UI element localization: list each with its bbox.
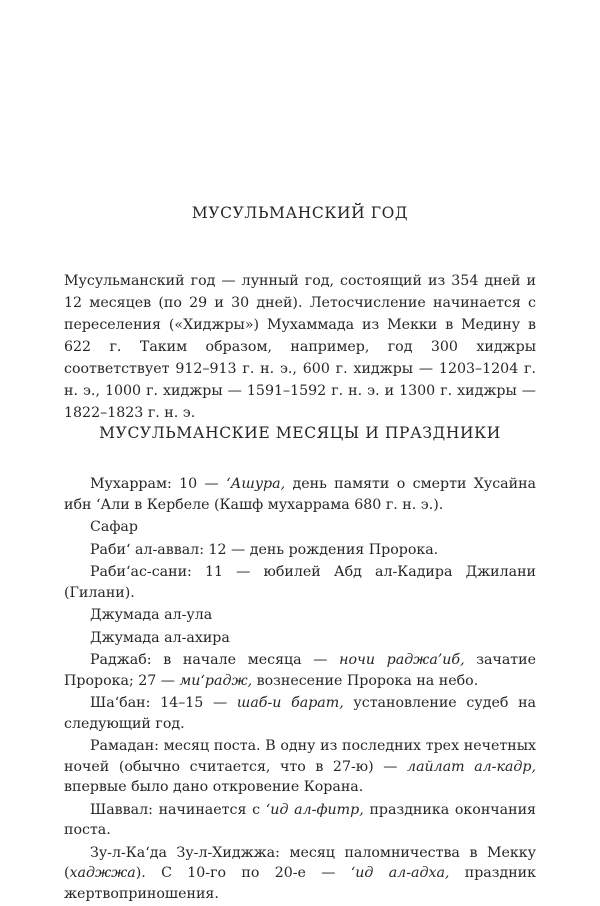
intro-paragraph: Мусульманский год — лунный год, состоящий из 354 дней и 12 месяцев (по 29 и 30 дней). Летосчисление начинается с переселения («Хиджры») Мухаммада из Мекки в Медину в 622 г. Таким образом, например, год 300 хиджры соответствует 912–913 г. н. э., 600 г. хиджры — 1203–1204 г. н. э., 1000 г. хиджры — 1591–1592 г. н. э. и 1300 г. хиджры — 1822–1823 г. н. э. [64,273,536,422]
month-text: день памяти о смерти Хусайна ибн ‘Али в Кербеле (Кашф мухаррама 680 г. н. э.). [64,476,536,513]
month-entry [64,562,536,603]
month-text: Раби‘ас-сани: 11 — юбилей Абд ал-Кадира Джилани (Гилани). [64,564,536,601]
month-term: шаб-и барат, [236,695,344,711]
month-term: ми‘радж, [179,672,253,689]
month-text: Джумада ал-ула [90,607,213,623]
month-entry [64,628,536,649]
month-text: Сафар [90,519,138,535]
month-entry [64,843,536,905]
month-term: ‘ид ал-адха, [350,865,450,881]
months-list [64,474,536,906]
month-text: Рамадан: месяц поста. В одну из последних трех нечетных ночей (обычно считается, что в 27-ю) — [64,738,536,775]
month-entry [64,736,536,798]
month-text: Ша‘бан: 14–15 — [90,695,237,711]
section-heading-muslim-year: МУСУЛЬМАНСКИЙ ГОД [191,204,409,222]
month-entry [64,650,536,691]
month-term: ‘Ашура, [226,476,286,492]
month-term: ‘ид ал-фитр, [265,801,364,818]
month-term: ночи раджа’иб, [339,652,465,668]
month-text: Шаввал: начинается с [90,801,266,818]
month-entry [64,605,536,626]
month-term: хаджжа [69,865,136,881]
month-entry [64,800,536,841]
month-term: лайлат ал-кадр, [407,758,536,775]
month-text: праздника окончания поста. [64,801,536,838]
section-heading-months-holidays: МУСУЛЬМАНСКИЕ МЕСЯЦЫ И ПРАЗДНИКИ [99,424,501,442]
month-text: Раби‘ ал-аввал: 12 — день рождения Пророка. [90,541,439,558]
month-entry [64,474,536,515]
month-text: установление судеб на следующий год. [64,695,536,732]
month-text: Мухаррам: 10 — [90,476,227,492]
month-entry [64,540,536,561]
month-text: зачатие Пророка; 27 — [64,652,536,689]
month-text: Зу-л-Ка‘да Зу-л-Хиджжа: месяц паломничества в Мекку ( [64,844,536,881]
month-text: Джумада ал-ахира [90,629,230,646]
month-text: Раджаб: в начале месяца — [90,652,340,668]
month-text: ). С 10-го по 20-е — [135,865,351,881]
month-entry [64,517,536,538]
month-entry [64,693,536,734]
month-text: вознесение Пророка на небо. [252,672,479,689]
month-text: праздник жертвоприношения. [64,865,537,902]
month-text: впервые было дано откровение Корана. [64,779,364,795]
